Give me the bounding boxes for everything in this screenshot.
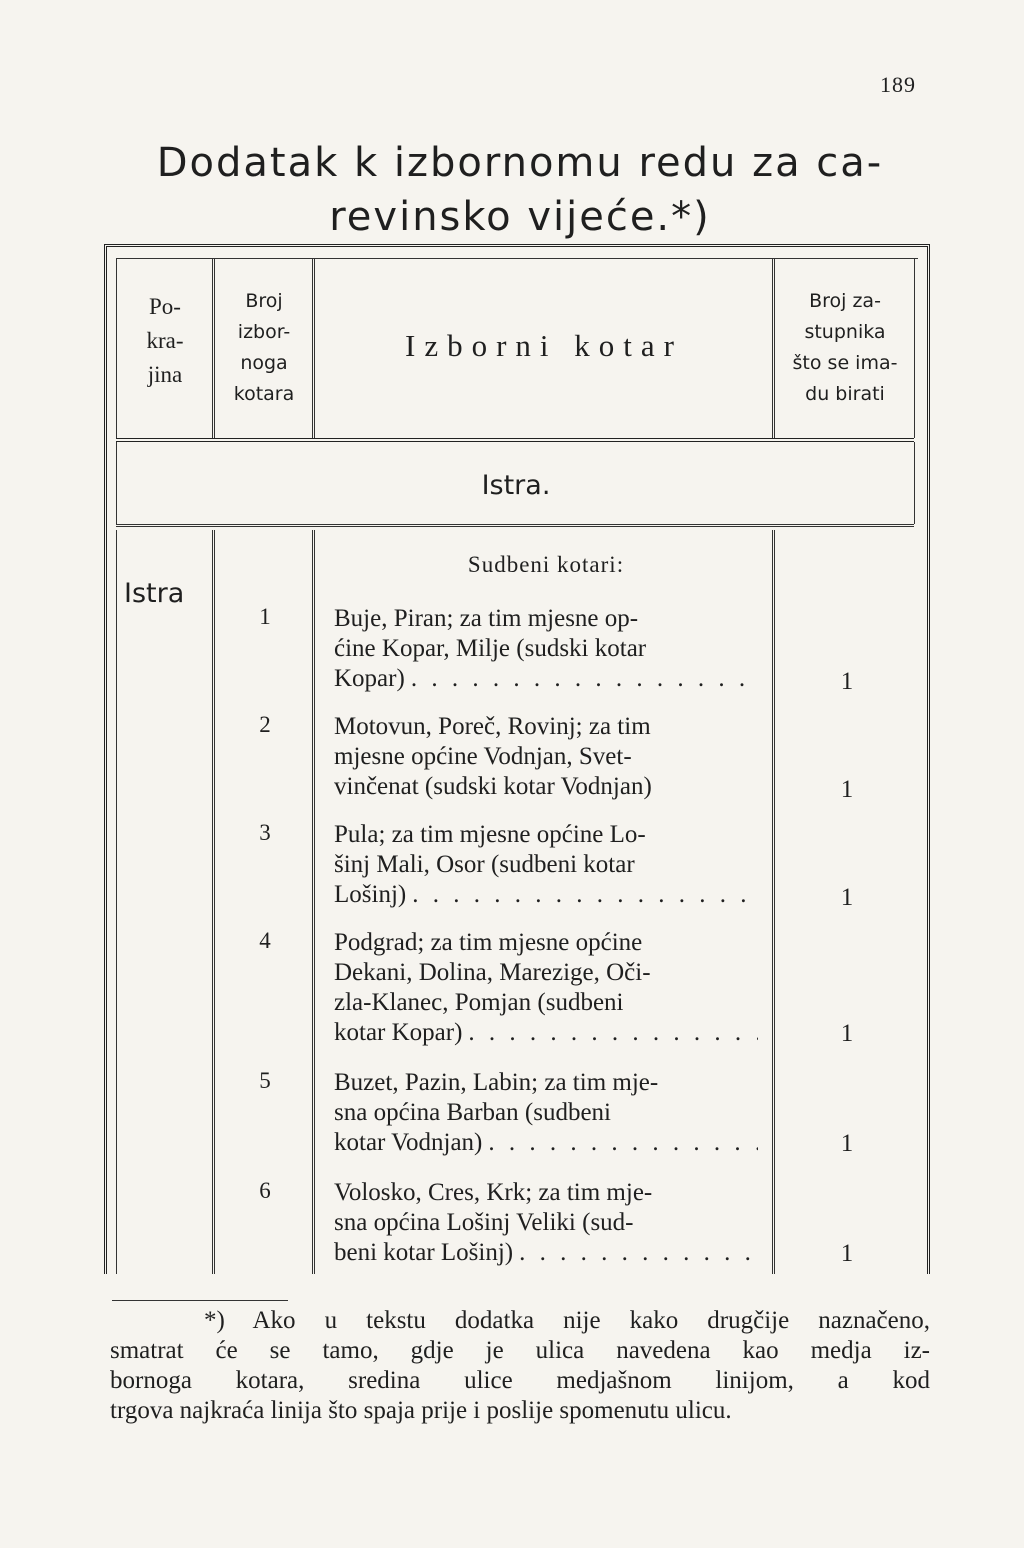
row-line: sna općina Barban (sudbeni: [334, 1099, 612, 1126]
row-description: [334, 1178, 758, 1268]
body-divider-2: [312, 530, 315, 1274]
row-line: sna općina Lošinj Veliki (sud-: [334, 1209, 634, 1236]
sub-heading: Sudbeni kotari:: [467, 552, 625, 577]
title-line-2: revinsko vijeće.*): [329, 194, 711, 240]
row-line: Kopar): [334, 665, 405, 692]
body-divider-left: [116, 530, 117, 1274]
row-number: 4: [259, 928, 271, 953]
row-line: beni kotar Lošinj): [334, 1239, 514, 1266]
body-divider-3: [772, 530, 775, 1274]
row-line: Motovun, Poreč, Rovinj; za tim: [334, 713, 651, 740]
row-number: 6: [259, 1178, 271, 1203]
header-province: Po- kra- jina: [146, 294, 184, 387]
row-description: [334, 712, 758, 802]
footnote-line: smatrat će se tamo, gdje je ulica navedena kao medja iz-: [110, 1337, 930, 1364]
header-district: Izborni kotar: [405, 328, 683, 363]
leader-dots: [513, 1238, 758, 1268]
row-line: šinj Mali, Osor (sudbeni kotar: [334, 851, 635, 878]
row-line: kotar Kopar): [334, 1019, 463, 1046]
header-divider-1: [212, 258, 215, 438]
page-title: [100, 136, 940, 244]
header-divider-right: [914, 258, 915, 438]
row-count: 1: [840, 1130, 854, 1157]
row-number: 2: [259, 712, 271, 737]
row-number: 3: [259, 820, 271, 845]
row-line: vinčenat (sudski kotar Vodnjan): [334, 773, 652, 800]
title-line-1: Dodatak k izbornomu redu za ca-: [156, 140, 884, 186]
row-line: ćine Kopar, Milje (sudski kotar: [334, 635, 647, 662]
header-representatives: Broj za- stupnika što se ima- du birati: [792, 290, 898, 405]
header-rule-inner: [116, 258, 918, 259]
row-line: kotar Vodnjan): [334, 1129, 483, 1156]
footnote-rule: [112, 1300, 288, 1301]
row-line: Buzet, Pazin, Labin; za tim mje-: [334, 1069, 659, 1096]
row-number: 1: [259, 604, 271, 629]
header-divider-left: [116, 258, 117, 438]
row-description: [334, 1068, 758, 1158]
header-divider-2: [312, 258, 315, 438]
row-line: Pula; za tim mjesne općine Lo-: [334, 821, 646, 848]
footnote-line: bornoga kotara, sredina ulice medjašnom linijom, a kod: [110, 1367, 930, 1394]
row-line: Podgrad; za tim mjesne općine: [334, 929, 643, 956]
row-count: 1: [840, 668, 854, 695]
row-line: Volosko, Cres, Krk; za tim mje-: [334, 1179, 653, 1206]
leader-dots: [406, 880, 758, 910]
row-count: 1: [840, 776, 854, 803]
section-divider-left: [116, 442, 117, 524]
section-title: Istra.: [481, 470, 551, 501]
row-number: 5: [259, 1068, 271, 1093]
leader-dots: [482, 1128, 758, 1158]
row-line: zla-Klanec, Pomjan (sudbeni: [334, 989, 624, 1016]
row-line: mjesne općine Vodnjan, Svet-: [334, 743, 632, 770]
row-description: [334, 604, 758, 694]
row-line: Buje, Piran; za tim mjesne op-: [334, 605, 639, 632]
section-divider-right: [914, 442, 915, 524]
header-divider-3: [772, 258, 775, 438]
header-district-number: Broj izbor- noga kotara: [233, 290, 295, 405]
footnote-line: trgova najkraća linija što spaja prije i poslije spomenutu ulicu.: [110, 1397, 732, 1424]
row-description: [334, 928, 758, 1048]
row-description: [334, 820, 758, 910]
row-count: 1: [840, 884, 854, 911]
row-count: 1: [840, 1020, 854, 1047]
row-line: Lošinj): [334, 881, 407, 908]
page-number: 189: [880, 72, 916, 97]
header-bottom-rule: [116, 438, 914, 442]
body-divider-1: [212, 530, 215, 1274]
row-line: Dekani, Dolina, Marezige, Oči-: [334, 959, 651, 986]
province-name: Istra: [124, 578, 185, 609]
footnote: [110, 1306, 930, 1426]
leader-dots: [462, 1018, 758, 1048]
footnote-line: *) Ako u tekstu dodatka nije kako drugčije naznačeno,: [204, 1307, 930, 1334]
row-count: 1: [840, 1240, 854, 1267]
section-bottom-rule: [116, 524, 914, 527]
leader-dots: [405, 664, 758, 694]
